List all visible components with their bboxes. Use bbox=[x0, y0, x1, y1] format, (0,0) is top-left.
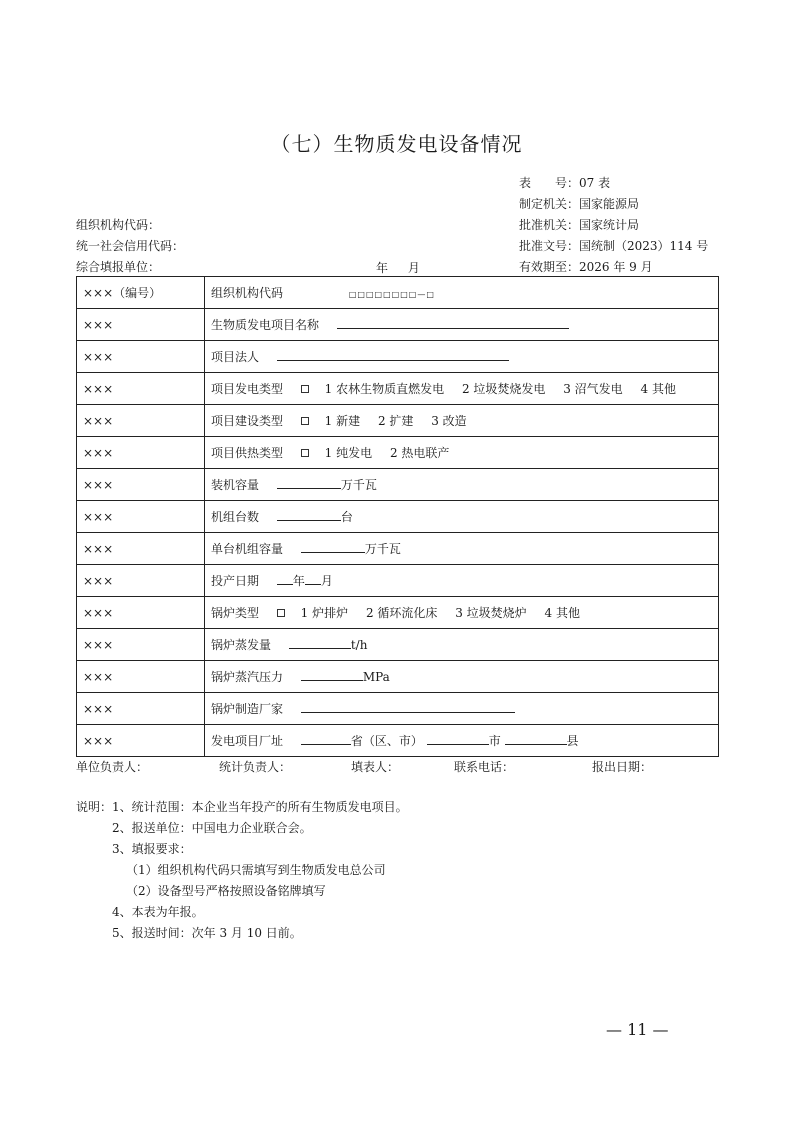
row-code: ××× bbox=[77, 501, 205, 533]
table-row bbox=[77, 437, 719, 469]
footer-filler: 填表人： bbox=[351, 760, 400, 774]
table-row bbox=[77, 533, 719, 565]
field-label: 锅炉蒸汽压力 bbox=[211, 670, 284, 684]
table-row bbox=[77, 661, 719, 693]
table-row bbox=[77, 693, 719, 725]
single-capacity-blank[interactable] bbox=[301, 540, 365, 553]
field-label: 投产日期 bbox=[211, 574, 260, 588]
evaporation-blank[interactable] bbox=[289, 636, 351, 649]
field-label: 生物质发电项目名称 bbox=[211, 318, 320, 332]
meta-approving-authority: 批准机关：国家统计局 bbox=[519, 218, 640, 232]
table-row bbox=[77, 629, 719, 661]
row-code: ××× bbox=[77, 405, 205, 437]
row-field bbox=[205, 437, 719, 469]
option-label: 2 热电联产 bbox=[389, 446, 450, 460]
page-number: — 11 — bbox=[606, 1020, 669, 1039]
note-line: （1）组织机构代码只需填写到生物质发电总公司 bbox=[126, 863, 386, 877]
note-line: 4、本表为年报。 bbox=[112, 905, 204, 919]
report-period bbox=[376, 259, 436, 276]
checkbox[interactable] bbox=[301, 417, 309, 425]
option-label: 4 其他 bbox=[544, 606, 580, 620]
row-field bbox=[205, 725, 719, 757]
meta-issuing-authority: 制定机关：国家能源局 bbox=[519, 197, 640, 211]
field-label: 锅炉类型 bbox=[211, 606, 260, 620]
table-row bbox=[77, 725, 719, 757]
city-label: 市 bbox=[488, 734, 501, 748]
field-label: 锅炉制造厂家 bbox=[211, 702, 284, 716]
capacity-blank[interactable] bbox=[277, 476, 341, 489]
row-code: ×××（编号） bbox=[77, 277, 205, 309]
option-label: 4 其他 bbox=[640, 382, 676, 396]
row-code: ××× bbox=[77, 533, 205, 565]
field-label: 发电项目厂址 bbox=[211, 734, 284, 748]
org-code-label: 组织机构代码： bbox=[76, 218, 161, 232]
year-blank[interactable] bbox=[277, 572, 293, 585]
field-label: 项目供热类型 bbox=[211, 446, 284, 460]
row-field bbox=[205, 565, 719, 597]
row-field bbox=[205, 597, 719, 629]
province-blank[interactable] bbox=[301, 732, 351, 745]
row-field bbox=[205, 373, 719, 405]
meta-valid-until: 有效期至：2026 年 9 月 bbox=[519, 260, 653, 274]
footer-stat-head: 统计负责人： bbox=[219, 760, 292, 774]
unit-label: t/h bbox=[350, 638, 368, 652]
city-blank[interactable] bbox=[427, 732, 489, 745]
field-label: 项目发电类型 bbox=[211, 382, 284, 396]
row-code: ××× bbox=[77, 629, 205, 661]
table-row bbox=[77, 501, 719, 533]
table-row bbox=[77, 373, 719, 405]
row-field bbox=[205, 341, 719, 373]
row-code: ××× bbox=[77, 597, 205, 629]
table-row bbox=[77, 277, 719, 309]
row-code: ××× bbox=[77, 373, 205, 405]
footer-phone: 联系电话： bbox=[454, 760, 515, 774]
note-line: 5、报送时间：次年 3 月 10 日前。 bbox=[112, 926, 302, 940]
field-label: 机组台数 bbox=[211, 510, 260, 524]
row-code: ××× bbox=[77, 693, 205, 725]
unit-count-blank[interactable] bbox=[277, 508, 341, 521]
table-row bbox=[77, 405, 719, 437]
unit-label: 万千瓦 bbox=[340, 478, 377, 492]
manufacturer-blank[interactable] bbox=[301, 700, 515, 713]
form-title: （七）生物质发电设备情况 bbox=[270, 132, 523, 156]
row-field bbox=[205, 629, 719, 661]
row-field bbox=[205, 405, 719, 437]
checkbox[interactable] bbox=[277, 609, 285, 617]
row-code: ××× bbox=[77, 565, 205, 597]
year-label: 年 bbox=[292, 574, 305, 588]
option-label: 3 改造 bbox=[431, 414, 467, 428]
table-row bbox=[77, 565, 719, 597]
table-row bbox=[77, 341, 719, 373]
checkbox[interactable] bbox=[301, 449, 309, 457]
option-label: 3 垃圾焚烧炉 bbox=[455, 606, 527, 620]
row-code: ××× bbox=[77, 437, 205, 469]
row-field bbox=[205, 309, 719, 341]
row-field bbox=[205, 533, 719, 565]
option-label: 1 农林生物质直燃发电 bbox=[324, 382, 445, 396]
report-month-label: 月 bbox=[407, 261, 420, 275]
option-label: 1 纯发电 bbox=[324, 446, 373, 460]
county-blank[interactable] bbox=[505, 732, 567, 745]
row-field bbox=[205, 661, 719, 693]
row-code: ××× bbox=[77, 661, 205, 693]
form-table bbox=[76, 276, 719, 757]
note-line: 说明：1、统计范围：本企业当年投产的所有生物质发电项目。 bbox=[76, 800, 408, 814]
unit-label: MPa bbox=[362, 670, 390, 684]
row-field bbox=[205, 469, 719, 501]
reporting-unit-label: 综合填报单位： bbox=[76, 260, 161, 274]
project-name-blank[interactable] bbox=[337, 316, 569, 329]
credit-code-label: 统一社会信用代码： bbox=[76, 239, 185, 253]
row-field bbox=[205, 693, 719, 725]
note-line: 2、报送单位：中国电力企业联合会。 bbox=[112, 821, 312, 835]
field-label: 组织机构代码 bbox=[211, 286, 284, 300]
field-label: 项目建设类型 bbox=[211, 414, 284, 428]
row-field bbox=[205, 501, 719, 533]
option-label: 2 垃圾焚烧发电 bbox=[461, 382, 546, 396]
row-code: ××× bbox=[77, 469, 205, 501]
table-row bbox=[77, 309, 719, 341]
meta-table-number: 表 号：07 表 bbox=[519, 176, 611, 190]
option-label: 2 扩建 bbox=[377, 414, 414, 428]
footer-unit-head: 单位负责人： bbox=[76, 760, 149, 774]
row-code: ××× bbox=[77, 725, 205, 757]
month-blank[interactable] bbox=[305, 572, 321, 585]
option-label: 3 沼气发电 bbox=[563, 382, 623, 396]
footer-report-date: 报出日期： bbox=[592, 760, 653, 774]
report-year-label: 年 bbox=[376, 261, 389, 275]
table-row bbox=[77, 597, 719, 629]
unit-label: 万千瓦 bbox=[364, 542, 401, 556]
note-line: （2）设备型号严格按照设备铭牌填写 bbox=[126, 884, 326, 898]
field-label: 项目法人 bbox=[211, 350, 260, 364]
option-label: 2 循环流化床 bbox=[365, 606, 438, 620]
table-row bbox=[77, 469, 719, 501]
meta-approval-number: 批准文号：国统制（2023）114 号 bbox=[519, 239, 709, 253]
county-label: 县 bbox=[566, 734, 579, 748]
province-label: 省（区、市） bbox=[350, 734, 423, 748]
field-label: 单台机组容量 bbox=[211, 542, 284, 556]
org-code-boxes: □□□□□□□□—□ bbox=[348, 290, 435, 299]
option-label: 1 炉排炉 bbox=[300, 606, 349, 620]
field-label: 装机容量 bbox=[211, 478, 260, 492]
pressure-blank[interactable] bbox=[301, 668, 363, 681]
checkbox[interactable] bbox=[301, 385, 309, 393]
field-label: 锅炉蒸发量 bbox=[211, 638, 272, 652]
option-label: 1 新建 bbox=[324, 414, 361, 428]
row-field bbox=[205, 277, 719, 309]
row-code: ××× bbox=[77, 341, 205, 373]
row-code: ××× bbox=[77, 309, 205, 341]
month-label: 月 bbox=[320, 574, 333, 588]
unit-label: 台 bbox=[340, 510, 353, 524]
legal-person-blank[interactable] bbox=[277, 348, 509, 361]
note-line: 3、填报要求： bbox=[112, 842, 192, 856]
